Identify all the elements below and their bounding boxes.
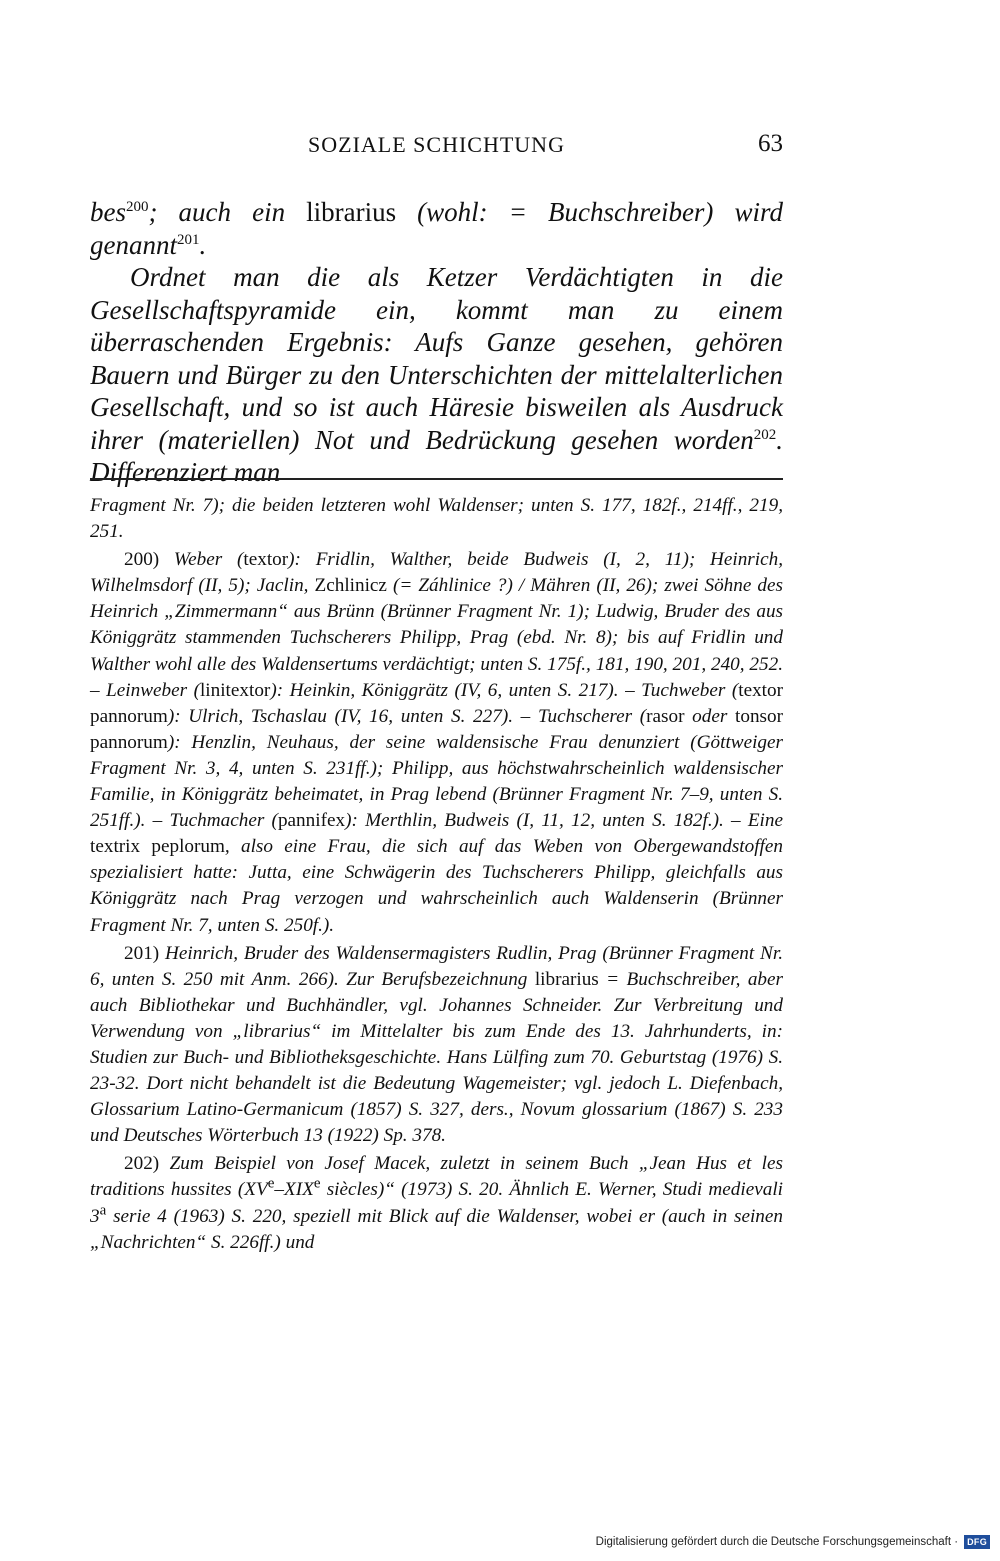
paragraph [90,261,783,489]
footnote-number: 201) [124,942,160,964]
text-run: ): Henzlin, Neuhaus, der seine waldensische Frau denunziert (Göttweiger Fragment Nr. 3, 4, unten S. 231ff.); Philipp, aus höchstwahrscheinlich waldensischer Familie, in Königgrätz beheimatet, in Prag lebend (Brünner Fragment Nr. 7–9, unten S. 251ff.). – Tuchmacher ( [90,731,783,832]
latin-term: textor pannorum [90,679,783,727]
footnote-number: 200) [124,549,160,571]
footnotes [90,493,783,1256]
main-text [90,196,783,489]
text-run: Ordnet man die als Ketzer Verdächtigten in die Gesellschaftspyramide ein, kommt man zu einem überraschenden Ergebnis: Aufs Ganze gesehen, gehören Bauern und Bürger zu den Unterschichten der mittelalterlichen Gesellschaft, und so ist auch Häresie bisweilen als Ausdruck ihrer (materiellen) Not und Bedrückung gesehen worden [90,262,783,455]
credit-text: Digitalisierung gefördert durch die Deutsche Forschungsgemeinschaft · [595,1536,959,1548]
latin-term: rasor [646,705,685,727]
dfg-logo-icon: DFG [964,1535,990,1549]
paragraph-continuation [90,196,783,261]
running-title: SOZIALE SCHICHTUNG [308,132,565,157]
latin-term: tonsor pannorum [90,705,783,753]
text-run: ): Merthlin, Budweis (I, 11, 12, unten S. 182f.). – Eine [345,810,783,832]
text-run: oder [684,705,736,727]
text-run: –XIX [274,1179,314,1201]
superscript: e [267,1176,275,1193]
text-run: Heinrich, Bruder des Waldensermagisters Rudlin, Prag (Brünner Fragment Nr. 6, unten S. 250 mit Anm. 266). Zur Berufsbezeichnung [90,942,783,990]
text-run: , also eine Frau, die sich auf das Weben von Obergewandstoffen spezialisiert hatte: Jutta, eine Schwägerin des Tuchscherers Philipp, gleichfalls aus Königgrätz nach Prag verzogen und wahrscheinlich auch Waldenserin (Brünner Fragment Nr. 7, unten S. 250f.). [90,836,784,936]
footnote-200 [90,547,783,938]
latin-term: linitextor [199,679,271,701]
text-run: = Buchschreiber, aber auch Bibliothekar und Buchhändler, vgl. Johannes Schneider. Zur Verbreitung und Verwendung von „librarius“ im Mittelalter bis zum Ende des 13. Jahrhunderts, in: Studien zur Buch- und Bibliotheksgeschichte. Hans Lülfing zum 70. Geburtstag (1976) S. 23-32. Dort nicht behandelt ist die Bedeutung Wagemeister; vgl. jedoch L. Diefenbach, Glossarium Latino-Germanicum (1857) S. 327, ders., Novum glossarium (1867) S. 233 und Deutsches Wörterbuch 13 (1922) Sp. 378. [90,968,783,1147]
text-run: siècles)“ (1973) S. 20. Ähnlich E. Werner, Studi medievali 3 [90,1179,783,1227]
footnote-ref: 201 [177,231,200,248]
latin-term: librarius [534,968,599,990]
text-run: ): Heinkin, Königgrätz (IV, 6, unten S. 217). – Tuchweber ( [270,679,739,701]
text-run: ): Ulrich, Tschaslau (IV, 16, unten S. 227). – Tuchscherer ( [167,705,647,727]
latin-term: librarius [306,197,397,227]
text-run: . Differenziert man [90,424,783,487]
superscript: e [313,1176,321,1193]
latin-term: Zchlinicz [314,575,387,597]
footnote-201 [90,941,783,1150]
text-run: Weber ( [159,549,244,571]
footnote-number: 202) [124,1153,160,1175]
running-head [90,132,783,166]
text-run: Zum Beispiel von Josef Macek, zuletzt in seinem Buch „Jean Hus et les traditions hussites (XV [90,1153,783,1201]
text-run: bes [90,197,126,227]
footnote-ref: 200 [126,199,149,215]
footnote-separator [90,478,783,480]
footnote-continuation: Fragment Nr. 7); die beiden letzteren wohl Waldenser; unten S. 177, 182f., 214ff., 219, 251. [90,495,783,543]
latin-term: textrix peplorum [90,836,225,858]
footnote-ref: 202 [753,426,777,443]
superscript: a [99,1202,107,1219]
text-run: ; auch ein [148,197,307,227]
latin-term: pannifex [277,810,346,832]
footnote-202 [90,1151,783,1255]
page-number: 63 [758,130,783,157]
funding-credit [596,1532,990,1552]
text-run: serie 4 (1963) S. 220, speziell mit Blick auf die Waldenser, wobei er (auch in seinen „Nachrichten“ S. 226ff.) und [90,1205,783,1253]
text-run: (= Záhlinice ?) / Mähren (II, 26); zwei Söhne des Heinrich „Zimmermann“ aus Brünn (Brünner Fragment Nr. 1); Ludwig, Bruder des aus Königgrätz stammenden Tuchscherers Philipp, Prag (ebd. Nr. 8); bis auf Fridlin und Walther wohl alle des Waldensertums verdächtigt; unten S. 175f., 181, 190, 201, 240, 252. – Leinweber ( [90,575,783,701]
text-run: ): Fridlin, Walther, beide Budweis (I, 2, 11); Heinrich, Wilhelmsdorf (II, 5); Jaclin, [90,549,783,597]
latin-term: textor [243,549,289,571]
text-run: (wohl: = Buchschreiber) wird genannt [90,197,783,260]
text-run: . [199,229,207,260]
